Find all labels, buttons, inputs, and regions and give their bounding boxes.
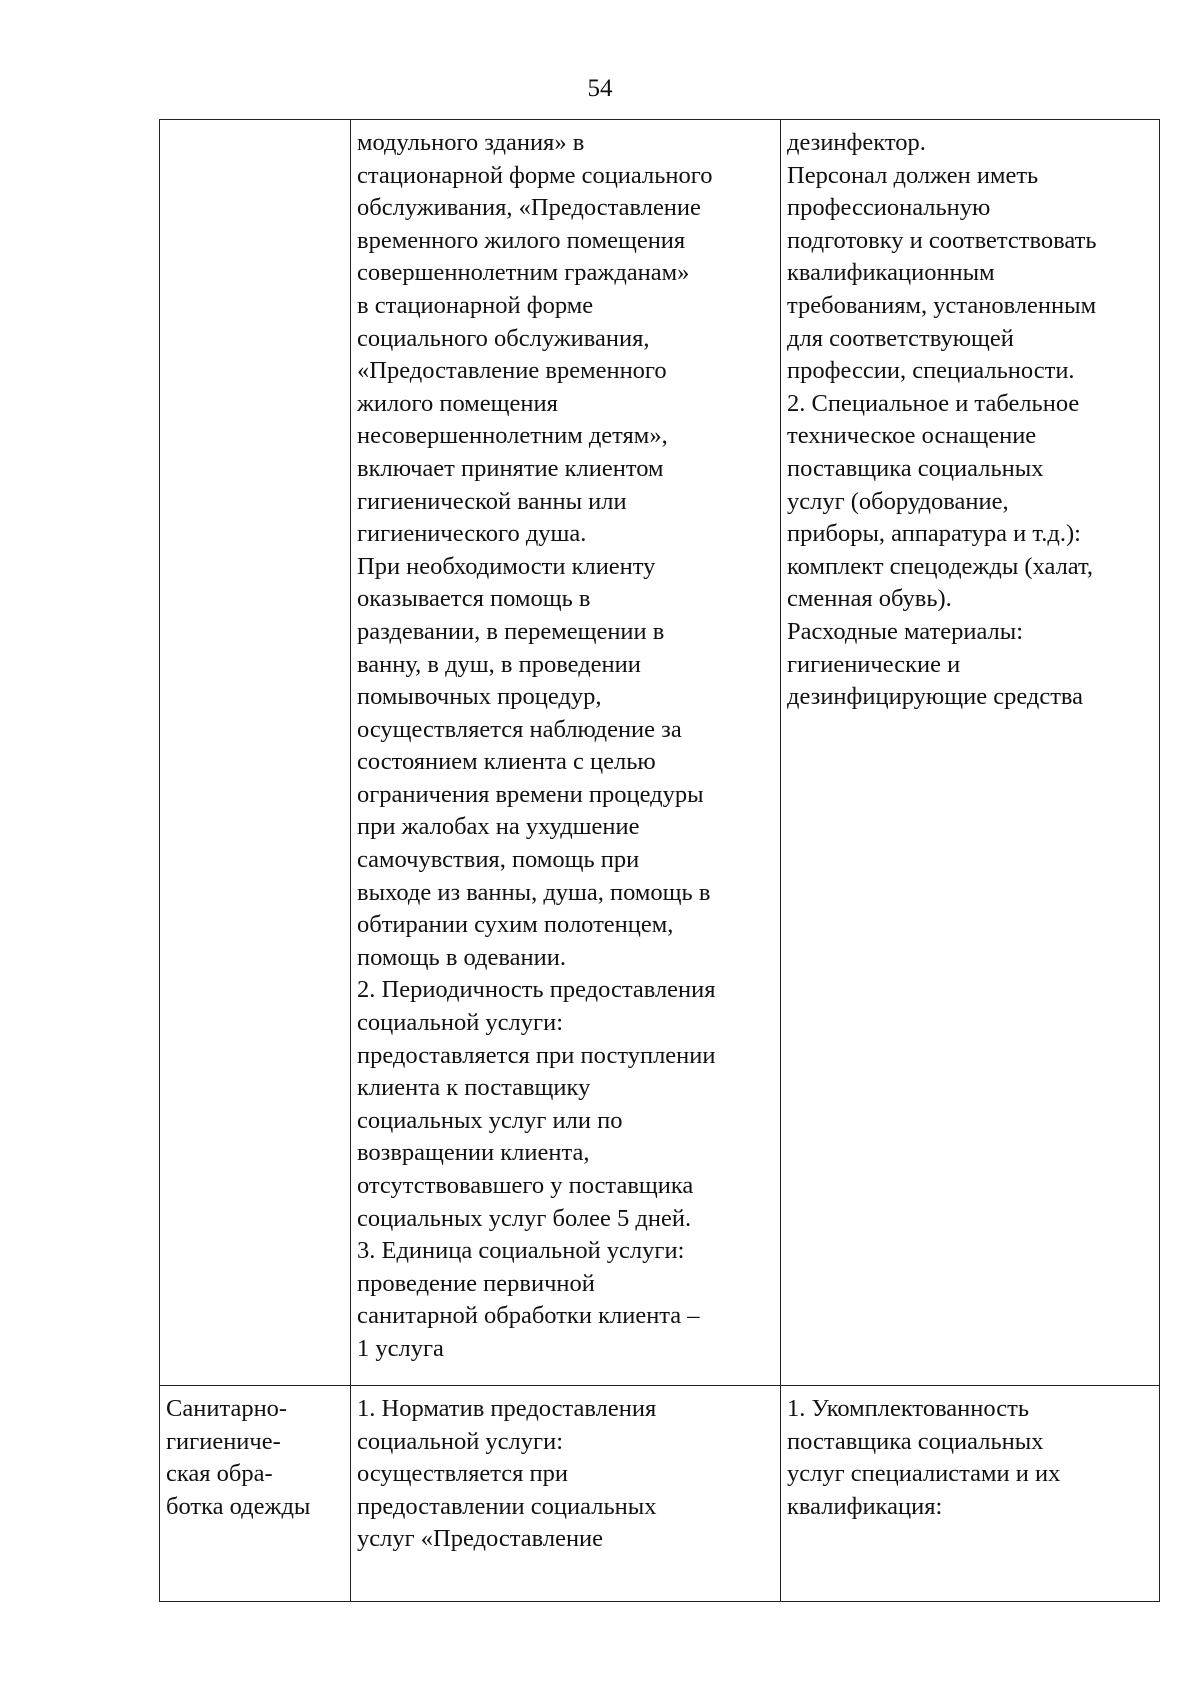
table-row	[160, 1386, 1160, 1602]
service-name-cell: Санитарно- гигиениче- ская обра- ботка одежды	[160, 1386, 351, 1602]
services-table	[159, 119, 1160, 1602]
service-requirements-cell: 1. Укомплектованность поставщика социальных услуг специалистами и их квалификация:	[781, 1386, 1160, 1602]
service-description-cell: 1. Норматив предоставления социальной услуги: осуществляется при предоставлении социальных услуг «Предоставление	[351, 1386, 781, 1602]
service-description-cell: модульного здания» в стационарной форме социального обслуживания, «Предоставление временного жилого помещения совершеннолетним гражданам» в стационарной форме социального обслуживания, «Предоставление временного жилого помещения несовершеннолетним детям», включает принятие клиентом гигиенической ванны или гигиенического душа. При необходимости клиенту оказывается помощь в раздевании, в перемещении в ванну, в душ, в проведении помывочных процедур, осуществляется наблюдение за состоянием клиента с целью ограничения времени процедуры при жалобах на ухудшение самочувствия, помощь при выходе из ванны, душа, помощь в обтирании сухим полотенцем, помощь в одевании. 2. Периодичность предоставления социальной услуги: предоставляется при поступлении клиента к поставщику социальных услуг или по возвращении клиента, отсутствовавшего у поставщика социальных услуг более 5 дней. 3. Единица социальной услуги: проведение первичной санитарной обработки клиента – 1 услуга	[351, 120, 781, 1386]
page-number: 54	[587, 75, 613, 102]
table-row	[160, 120, 1160, 1386]
service-requirements-cell: дезинфектор. Персонал должен иметь профессиональную подготовку и соответствовать квалификационным требованиям, установленным для соответствующей профессии, специальности. 2. Специальное и табельное техническое оснащение поставщика социальных услуг (оборудование, приборы, аппаратура и т.д.): комплект спецодежды (халат, сменная обувь). Расходные материалы: гигиенические и дезинфицирующие средства	[781, 120, 1160, 1386]
service-name-cell	[160, 120, 351, 1386]
